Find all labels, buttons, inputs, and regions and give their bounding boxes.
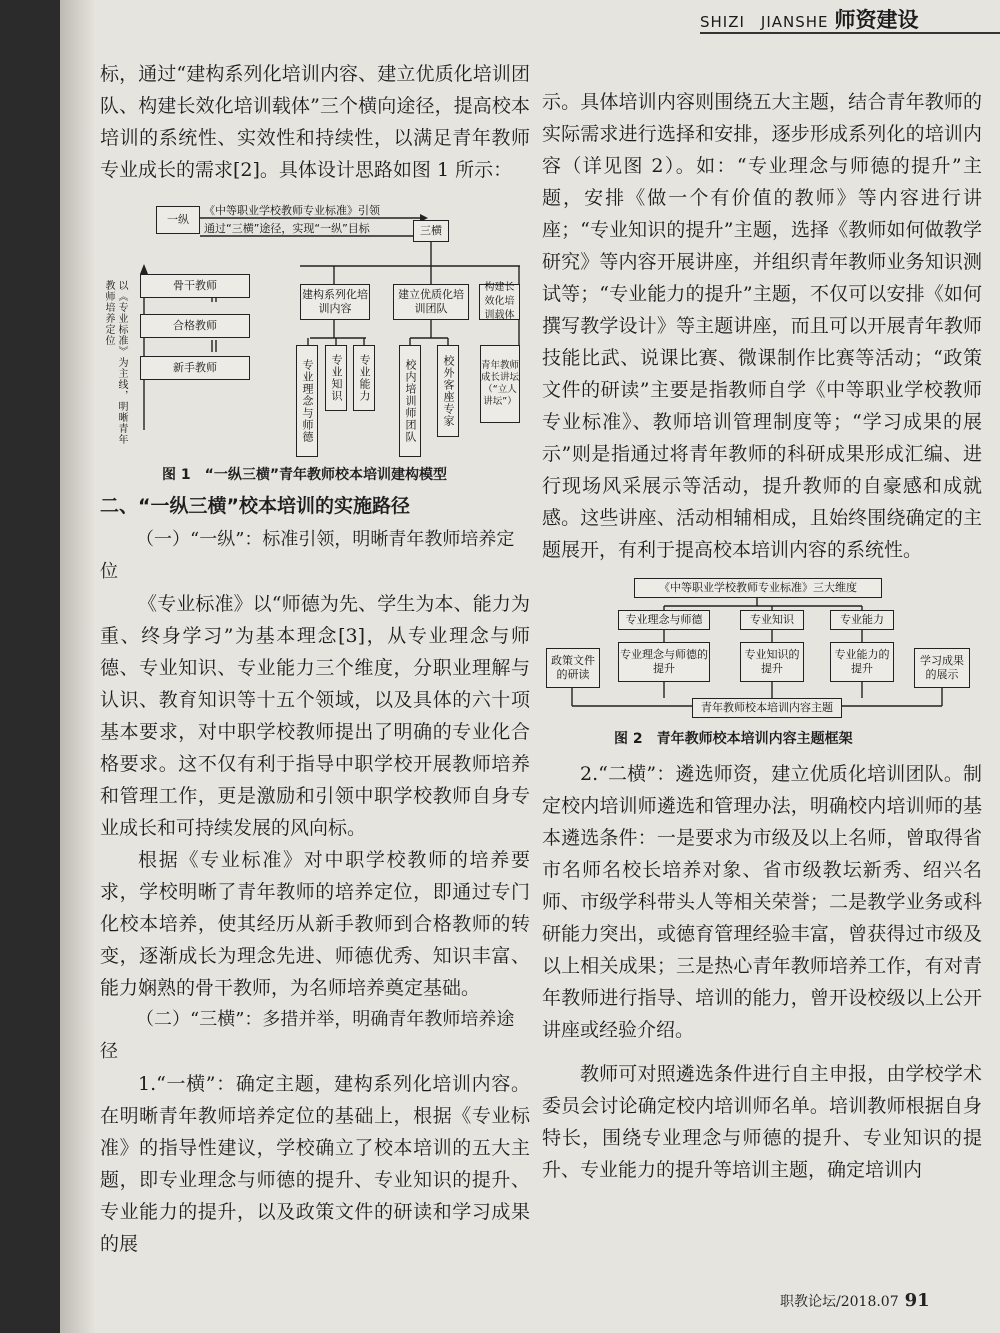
fig2-dim-zhishi: 专业知识 [740, 610, 804, 630]
leaf-box-peixunshi: 校内培训师团队 [399, 345, 421, 457]
leaf-box-kezuo: 校外客座专家 [437, 345, 459, 437]
left-paragraph-1: 标，通过“建构系列化培训内容、建立优质化培训团队、构建长效化培训载体”三个横向途径，提高校本培训的系统性、实效性和持续性，以满足青年教师专业成长的需求[2]。具体设计思路如图 1 所示： [100, 63, 530, 181]
right-paragraph-3: 教师可对照遴选条件进行自主申报，由学校学术委员会讨论确定校内培训师名单。培训教师根据自身特长，围绕专业理念与师德的提升、专业知识的提升、专业能力的提升等培训主题，确定培训内 [542, 1063, 982, 1181]
figure-1 [100, 190, 520, 462]
branch-box-carrier: 构建长效化培训载体 [479, 284, 520, 320]
leaf-box-zhishi: 专业知识 [325, 345, 347, 411]
left-paragraph-4: 1.“一横”：确定主题，建构系列化培训内容。在明晰青年教师培养定位的基础上，根据《专业标准》的指导性建议，学校确立了校本培训的五大主题，即专业理念与师德的提升、专业知识的提升、专业能力的提升，以及政策文件的研读和学习成果的展 [100, 1073, 530, 1255]
leaf-box-nengli: 专业能力 [353, 345, 375, 411]
footer-journal: 职教论坛/2018.07 [780, 1294, 899, 1310]
fig1-arrow-label-1: 《中等职业学校教师专业标准》引领 [204, 204, 380, 217]
header-rule [700, 32, 1000, 34]
right-paragraph-2: 2.“二横”：遴选师资，建立优质化培训团队。制定校内培训师遴选和管理办法，明确校内培训师的基本遴选条件：一是要求为市级及以上名师，曾取得省市名师名校长培养对象、省市级教坛新秀、绍兴名师、市级学科带头人等相关荣誉；二是教学业务或科研能力突出，或德育管理经验丰富，曾获得过市级及以上相关成果；三是热心青年教师培养工作，有对青年教师进行指导、培训的能力，曾开设校级以上公开讲座或经验介绍。 [542, 763, 982, 1041]
fig2-theme-zhishi: 专业知识的提升 [740, 642, 804, 682]
fig2-bottom-box: 青年教师校本培训内容主题 [692, 698, 842, 718]
page-gutter [60, 0, 96, 1333]
section-heading-2: 二、“一纵三横”校本培训的实施路径 [100, 495, 410, 517]
leaf-box-jiangtan: 青年教师成长讲坛（“立人讲坛”） [480, 345, 520, 423]
fig2-top-box: 《中等职业学校教师专业标准》三大维度 [634, 578, 882, 598]
figure-2-caption: 图 2 青年教师校本培训内容主题框架 [614, 731, 853, 747]
figure-1-caption: 图 1 “一纵三横”青年教师校本培训建构模型 [162, 467, 448, 483]
journal-page [60, 0, 1000, 1333]
left-column [100, 58, 530, 1260]
fig1-arrow-label-2: 通过“三横”途径，实现“一纵”目标 [204, 222, 370, 235]
right-column [542, 86, 982, 1186]
left-paragraph-2: 《专业标准》以“师德为先、学生为本、能力为重、终身学习”为基本理念[3]，从专业理念与师德、专业知识、专业能力三个维度，分职业理解与认识、教育知识等十五个领域，以及具体的六十项基本要求，对中职学校教师提出了明确的专业化合格要求。这不仅有利于指导中职学校开展教师培养和管理工作，更是激励和引领中职学校教师自身专业成长和可持续发展的风向标。 [100, 593, 530, 839]
branch-box-team: 建立优质化培训团队 [393, 284, 469, 320]
sanheng-box: 三横 [413, 220, 449, 242]
running-header [700, 4, 919, 34]
leaf-box-linian: 专业理念与师德 [296, 345, 318, 457]
subheading-sanheng: （二）“三横”：多措并举，明确青年教师培养途径 [100, 1009, 515, 1062]
fig2-theme-chengguo: 学习成果的展示 [914, 648, 970, 688]
fig2-theme-nengli: 专业能力的提升 [830, 642, 894, 682]
ladder-box-gugan: 骨干教师 [140, 274, 250, 298]
fig1-side-label: 以《专业标准》为主线，明晰青年教师培养定位 [103, 280, 127, 445]
fig2-dim-linian: 专业理念与师德 [618, 610, 710, 630]
fig2-dim-nengli: 专业能力 [830, 610, 894, 630]
header-cn: 师资建设 [834, 8, 919, 32]
right-paragraph-1: 示。具体培训内容则围绕五大主题，结合青年教师的实际需求进行选择和安排，逐步形成系列化的培训内容（详见图 2）。如：“专业理念与师德的提升”主题，安排《做一个有价值的教师》等内容进行讲座；“专业知识的提升”主题，选择《教师如何做教学研究》等内容开展讲座，并组织青年教师业务知识测试等；“专业能力的提升”主题，不仅可以安排《如何撰写教学设计》等主题讲座，而且可以开展青年教师技能比武、说课比赛、微课制作比赛等活动；“政策文件的研读”主要是指教师自学《中等职业学校教师专业标准》、教师培训管理制度等；“学习成果的展示”则是指通过将青年教师的科研成果形成汇编、进行现场风采展示等活动，提升教师的自豪感和成就感。这些讲座、活动相辅相成，且始终围绕确定的主题展开，有利于提高校本培训内容的系统性。 [542, 91, 982, 561]
yizong-box: 一纵 [156, 206, 200, 234]
page-number: 91 [904, 1290, 930, 1311]
fig2-theme-zhengce: 政策文件的研读 [546, 648, 600, 688]
ladder-box-xinshou: 新手教师 [140, 356, 250, 380]
fig2-theme-linian: 专业理念与师德的提升 [618, 642, 710, 682]
header-latin: SHIZI JIANSHE [700, 13, 829, 31]
branch-box-content: 建构系列化培训内容 [300, 284, 370, 320]
figure-2 [542, 576, 972, 726]
page-footer [780, 1290, 930, 1311]
ladder-box-hege: 合格教师 [140, 314, 250, 338]
left-paragraph-3: 根据《专业标准》对中职学校教师的培养要求，学校明晰了青年教师的培养定位，即通过专门化校本培养，使其经历从新手教师到合格教师的转变，逐渐成长为理念先进、师德优秀、知识丰富、能力娴熟的骨干教师，为名师培养奠定基础。 [100, 849, 530, 999]
subheading-yizong: （一）“一纵”：标准引领，明晰青年教师培养定位 [100, 529, 515, 582]
